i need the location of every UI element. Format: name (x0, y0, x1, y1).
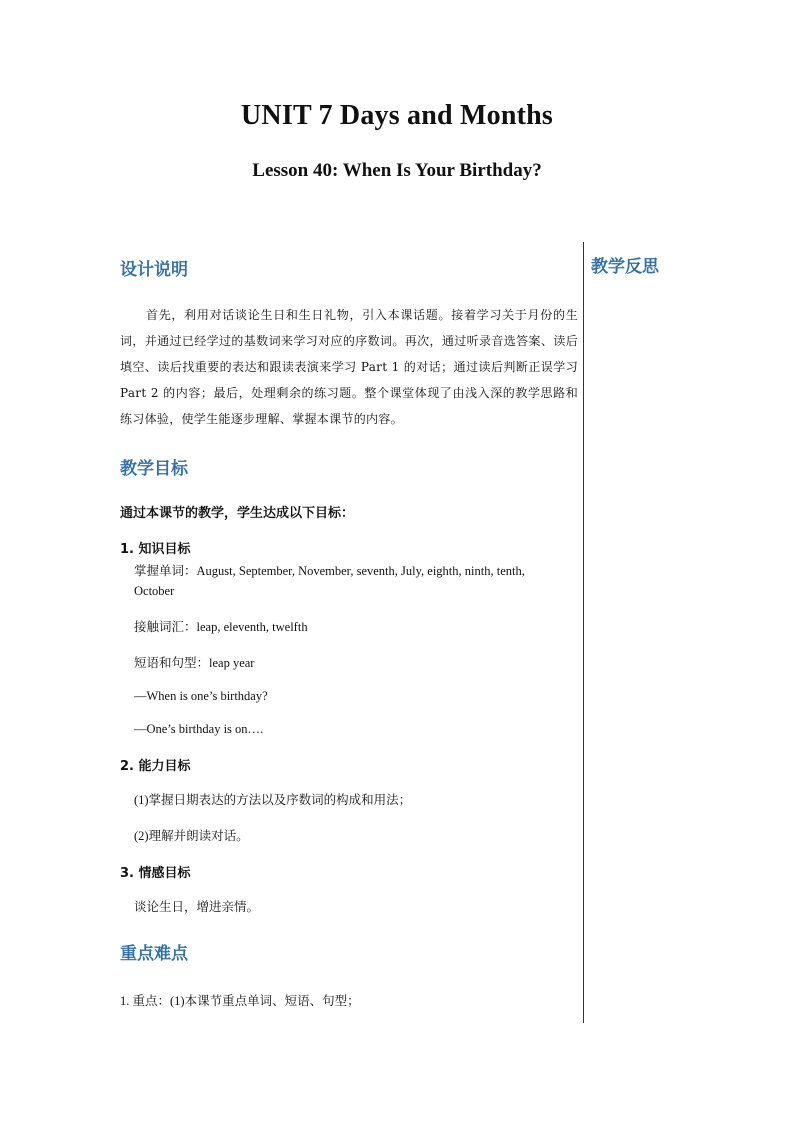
key-points-heading: 重点难点 (120, 944, 188, 964)
reflection-heading: 教学反思 (591, 257, 659, 277)
contact-words: 接触词汇：leap, eleventh, twelfth (134, 620, 308, 634)
ability-heading: 2. 能力目标 (120, 759, 191, 774)
goals-heading: 教学目标 (120, 459, 188, 479)
master-words-cont: October (134, 584, 175, 598)
question-line: —When is one’s birthday? (134, 689, 268, 703)
goals-intro: 通过本课节的教学，学生达成以下目标： (120, 506, 355, 521)
emotion-heading: 3. 情感目标 (120, 866, 191, 881)
design-heading: 设计说明 (120, 260, 188, 280)
knowledge-heading: 1. 知识目标 (120, 542, 191, 557)
ability-item-2: (2)理解并朗读对话。 (134, 829, 249, 843)
design-paragraph: 首先，利用对话谈论生日和生日礼物，引入本课话题。接着学习关于月份的生词，并通过已经学过的基数词来学习对应的序数词。再次，通过听录音选答案、读后填空、读后找重要的表达和跟读表演来学习 Part 1 的对话；通过读后判断正误学习 Part 2 的内容；最后，处理剩余的练习题。整个课堂体现了由浅入深的教学思路和练习体验，使学生能逐步理解、掌握本课节的内容。 (120, 308, 578, 426)
master-words: 掌握单词：August, September, November, seventh, July, eighth, ninth, tenth, (134, 564, 525, 578)
answer-line: —One’s birthday is on…. (134, 722, 264, 736)
main-column (120, 248, 578, 1009)
ability-item-1: (1)掌握日期表达的方法以及序数词的构成和用法； (134, 793, 412, 807)
column-divider (583, 242, 584, 1023)
key-point-item-1: 1. 重点：(1)本课节重点单词、短语、句型； (120, 994, 360, 1008)
lesson-title: Lesson 40: When Is Your Birthday? (252, 160, 542, 181)
phrases: 短语和句型：leap year (134, 656, 255, 670)
emotion-item-1: 谈论生日，增进亲情。 (134, 900, 260, 914)
unit-title: UNIT 7 Days and Months (241, 100, 553, 131)
